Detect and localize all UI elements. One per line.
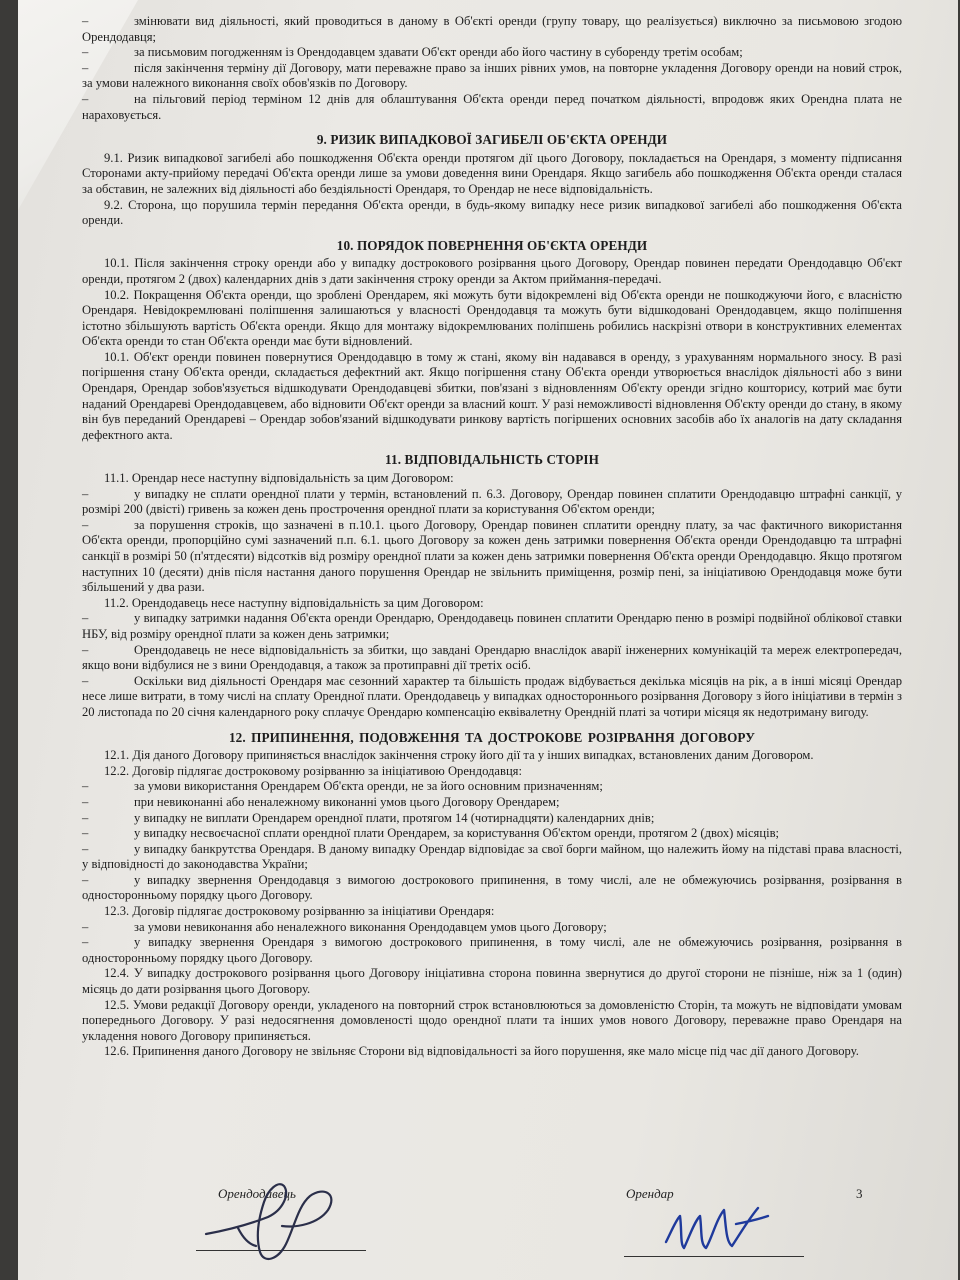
intro-item: – змінювати вид діяльності, який проводиться в даному в Об'єкті оренди (групу товару, що реалізується) виключно за письмовою згодою Орендодавця; — [82, 14, 902, 45]
clause-12-2-item: – за умови використання Орендарем Об'єкта оренди, не за його основним призначенням; — [82, 779, 902, 795]
clause-11-1: 11.1. Орендар несе наступну відповідальність за цим Договором: — [104, 471, 454, 486]
tenant-label: Орендар — [626, 1186, 674, 1201]
clause-12-2-item: – у випадку банкрутства Орендаря. В даному випадку Орендар відповідає за свої борги майном, що належить йому на підставі права власності, у відповідності до законодавства України; — [82, 842, 902, 873]
clause-11-2-item: – Орендодавець не несе відповідальність за збитки, що завдані Орендарю внаслідок аварії інженерних комунікацій та мереж електропередач, якщо вони відбулися не з вини Орендодавця, а також за протиправні дії третіх осіб. — [82, 643, 902, 674]
clause-12-4: 12.4. У випадку дострокового розірвання цього Договору ініціативна сторона повинна звернутися до другої сторони не пізніше, ніж за 1 (один) місяць до дати розірвання цього Договору. — [82, 966, 902, 997]
clause-12-3-item: – у випадку звернення Орендаря з вимогою дострокового припинення, в тому числі, але не обмежуючись розірвання, розірвання в односторонньому порядку цього Договору. — [82, 935, 902, 966]
clause-11-2-item: – у випадку затримки надання Об'єкта оренди Орендарю, Орендодавець повинен сплатити Орендарю пеню в розмірі подвійної облікової ставки НБУ, від розміру орендної плати за кожен день затримки; — [82, 611, 902, 642]
clause-11-2: 11.2. Орендодавець несе наступну відповідальність за цим Договором: — [104, 595, 484, 610]
clause-12-2-item: – у випадку звернення Орендодавця з вимогою дострокового припинення, в тому числі, але не обмежуючись розірвання, розірвання в односторонньому порядку цього Договору. — [82, 873, 902, 904]
section-11-title: 11. ВІДПОВІДАЛЬНІСТЬ СТОРІН — [385, 452, 599, 468]
clause-12-5: 12.5. Умови редакції Договору оренди, укладеного на повторний строк встановлюються за домовленістю Сторін, та можуть не відповідати умовам попереднього Договору. У разі недосягнення домовленості щодо орендної плати та інших умов нового Договору, переважне право Орендаря на укладення нового Договору припиняється. — [82, 997, 902, 1043]
clause-9-2: 9.2. Сторона, що порушила термін передання Об'єкта оренди, в будь-якому випадку несе ризик випадкової загибелі або пошкодження Об'єкта оренди. — [82, 197, 902, 228]
tenant-signature — [658, 1190, 778, 1262]
clause-12-2-item: – у випадку несвоєчасної сплати орендної плати Орендарем, за користування Об'єктом оренди, протягом 2 (двох) місяців; — [82, 826, 902, 842]
clause-12-6: 12.6. Припинення даного Договору не звільняє Сторони від відповідальності за його порушення, яке мало місце під час дії даного Договору. — [104, 1044, 859, 1059]
clause-10-2: 10.2. Покращення Об'єкта оренди, що зроблені Орендарем, які можуть бути відокремлені від Об'єкта оренди не пошкоджуючи його, є власністю Орендаря. Невідокремлювані поліпшення залишаються у власності Орендодавця та можуть бути відшкодовані Орендодавцем, якщо поліпшення істотно збільшують вартість Об'єкта оренди. Якщо для монтажу відокремлюваних поліпшень робились наскрізні отвори в конструктивних елементах Об'єкта оренди то стан Об'єкта оренди має бути відновлений. — [82, 287, 902, 349]
clause-9-1: 9.1. Ризик випадкової загибелі або пошкодження Об'єкта оренди протягом дії цього Договору, покладається на Орендаря, з моменту підписання Сторонами акту-прийому передачі Об'єкта оренди лише за умови доведення вини Орендаря. Якщо загибель або пошкодження Об'єкта оренди сталася за обставин, не залежних від діяльності або бездіяльності Орендаря, то Орендар не несе відповідальність. — [82, 150, 902, 196]
clause-12-2: 12.2. Договір підлягає достроковому розірванню за ініціативою Орендодавця: — [104, 763, 522, 778]
clause-12-1: 12.1. Дія даного Договору припиняється внаслідок закінчення строку його дії та у інших випадках, встановлених даним Договором. — [104, 748, 814, 763]
clause-12-2-item: – у випадку не виплати Орендарем орендної плати, протягом 14 (чотирнадцяти) календарних днів; — [82, 811, 902, 827]
intro-item: – на пільговий період терміном 12 днів для облаштування Об'єкта оренди перед початком діяльності, впродовж яких Орендна плата не нараховується. — [82, 92, 902, 123]
clause-11-1-item: – за порушення строків, що зазначені в п.10.1. цього Договору, Орендар повинен сплатити орендну плату, за час фактичного використання Об'єкта оренди, пропорційно сумі зазначений п.п. 6.1. цього Договору за кожен день затримки повернення Об'єкта оренди Орендодавцю та штрафні санкції в розмірі 50 (п'ятдесяти) відсотків від розміру орендної плати за кожен день затримки повернення Об'єкта оренди Орендодавцю. Якщо протягом наступних 10 (десяти) днів після настання даного порушення Орендар не звільнить приміщення, розмір пені, за ініціативою Орендодавця може бути збільшений у два рази. — [82, 518, 902, 596]
clause-12-3-item: – за умови невиконання або неналежного виконання Орендодавцем умов цього Договору; — [82, 920, 902, 936]
clause-12-3: 12.3. Договір підлягає достроковому розірванню за ініціативи Орендаря: — [104, 904, 495, 919]
landlord-signature — [198, 1172, 358, 1272]
landlord-label: Орендодавець — [218, 1186, 296, 1201]
intro-item: – після закінчення терміну дії Договору, мати переважне право за інших рівних умов, на повторне укладення Договору оренди на новий строк, за умови належного виконання своїх обов'язків по Договору. — [82, 61, 902, 92]
document-page — [18, 0, 958, 1280]
clause-10-1b: 10.1. Об'єкт оренди повинен повернутися Орендодавцю в тому ж стані, якому він надавався в оренду, з урахуванням нормального зносу. В разі погіршення стану Об'єкта оренди, складається дефектний акт. Якщо погіршення стану Об'єкта оренди утворюється внаслідок діяльності або з вини Орендаря, Орендар зобов'язується відшкодувати Орендодавцеві збитки, пов'язані з відновленням Об'єкту оренди згідно кошторису, котрий має бути наданий Орендареві Орендодавцевем, або відновити Об'єкт оренди за власний кошт. У разі неможливості відновлення Об'єкту оренди до стану, в якому він був переданий Орендареві – Орендар зобов'язаний відшкодувати ринкову вартість погіршених основних засобів або їх аналогів на дату складання дефектного акта. — [82, 349, 902, 442]
contract-text — [82, 14, 902, 1060]
clause-11-1-item: – у випадку не сплати орендної плати у термін, встановлений п. 6.3. Договору, Орендар повинен сплатити Орендодавцю штрафні санкції, у розмірі 200 (двісті) гривень за кожен день прострочення орендної плати за користування Об'єктом оренди; — [82, 487, 902, 518]
clause-10-1: 10.1. Після закінчення строку оренди або у випадку дострокового розірвання цього Договору, Орендар повинен передати Орендодавцю Об'єкт оренди, протягом 2 (двох) календарних днів з дати закінчення строку оренди за Актом приймання-передачі. — [82, 256, 902, 286]
section-12-title: 12. ПРИПИНЕННЯ, ПОДОВЖЕННЯ ТА ДОСТРОКОВЕ РОЗІРВАННЯ ДОГОВОРУ — [228, 729, 756, 745]
section-10-title: 10. ПОРЯДОК ПОВЕРНЕННЯ ОБ'ЄКТА ОРЕНДИ — [336, 237, 648, 253]
intro-item: – за письмовим погодженням із Орендодавцем здавати Об'єкт оренди або його частину в суборенду третім особам; — [82, 45, 902, 61]
clause-11-2-item: – Оскільки вид діяльності Орендаря має сезонний характер та більшість продаж відбувається декілька місяців на рік, а в інші місяці Орендар несе лише витрати, в тому числі на сплату Орендної плати. Орендодавець у випадках одностороннього розірвання Договору з його ініціативи в термін з 20 листопада по 20 січня календарного року сплачує Орендарю компенсацію еквівалетну Орендній платі за чотири місяця як недотриману вигоду. — [82, 674, 902, 721]
page-number: 3 — [856, 1186, 863, 1201]
clause-12-2-item: – при невиконанні або неналежному виконанні умов цього Договору Орендарем; — [82, 795, 902, 811]
section-9-title: 9. РИЗИК ВИПАДКОВОЇ ЗАГИБЕЛІ ОБ'ЄКТА ОРЕНДИ — [316, 132, 668, 148]
signature-block — [18, 1172, 958, 1280]
